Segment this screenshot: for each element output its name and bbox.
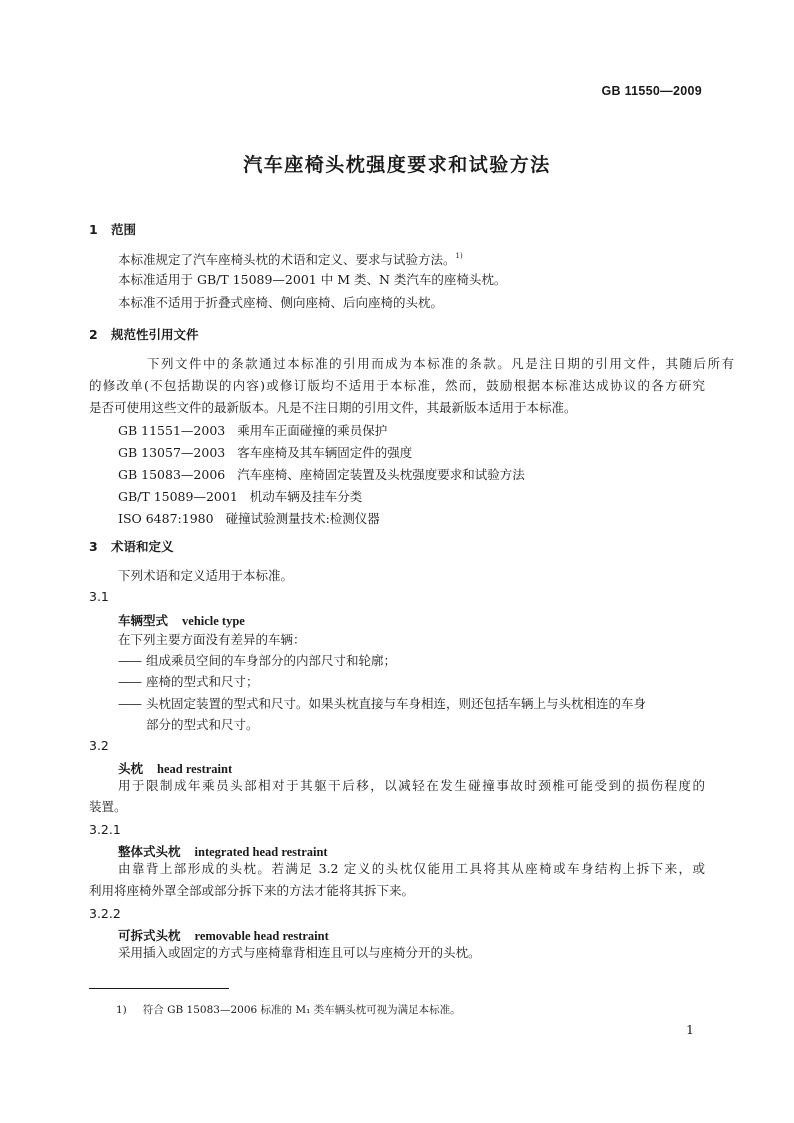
reference-title: 客车座椅及其车辆固定件的强度 [237, 445, 413, 460]
term-definition-line-2: 装置。 [89, 799, 127, 814]
section-title: 术语和定义 [111, 539, 174, 554]
footnote [116, 1002, 461, 1017]
terms-intro: 下列术语和定义适用于本标准。 [118, 568, 294, 583]
normative-para-line-1: 下列文件中的条款通过本标准的引用而成为本标准的条款。凡是注日期的引用文件，其随后所有 [147, 356, 734, 371]
section-1-heading [89, 220, 136, 238]
list-item-text: 座椅的型式和尺寸； [146, 674, 259, 689]
reference-code: GB 15083—2006 [118, 467, 226, 482]
reference-item [118, 509, 380, 529]
dash-marker: —— [118, 653, 141, 668]
section-number: 3 [89, 539, 98, 554]
term-number: 3.2 [89, 738, 109, 753]
dash-list-item [118, 672, 259, 692]
section-title: 范围 [111, 222, 137, 237]
reference-item [118, 443, 412, 463]
term-heading [118, 611, 245, 629]
term-en: removable head restraint [194, 929, 329, 943]
reference-title: 乘用车正面碰撞的乘员保护 [237, 423, 388, 438]
term-number: 3.2.2 [89, 906, 121, 921]
term-heading [118, 759, 232, 777]
term-number: 3.1 [89, 589, 109, 604]
term-definition-line-2: 利用将座椅外罩全部或部分拆下来的方法才能将其拆下来。 [89, 883, 415, 898]
reference-code: GB/T 15089—2001 [118, 489, 238, 504]
term-zh: 头枕 [118, 761, 144, 776]
reference-item [118, 487, 362, 507]
section-3-heading [89, 537, 174, 555]
term-zh: 可拆式头枕 [118, 928, 181, 943]
page-number: 1 [686, 1022, 694, 1037]
term-zh: 整体式头枕 [118, 844, 181, 859]
term-definition-line-1: 用于限制成年乘员头部相对于其躯干后移，以减轻在发生碰撞事故时颈椎可能受到的损伤程度的 [118, 778, 705, 793]
section-number: 2 [89, 327, 98, 342]
dash-list-item [118, 694, 705, 714]
reference-title: 碰撞试验测量技术:检测仪器 [225, 511, 380, 526]
section-title: 规范性引用文件 [111, 327, 199, 342]
reference-item [118, 465, 525, 485]
scope-text: 本标准规定了汽车座椅头枕的术语和定义、要求与试验方法。 [118, 252, 456, 267]
list-item-continuation: 部分的型式和尺寸。 [146, 717, 259, 732]
term-zh: 车辆型式 [118, 613, 169, 628]
list-item-text: 头枕固定装置的型式和尺寸。如果头枕直接与车身相连，则还包括车辆上与头枕相连的车身 [146, 696, 647, 711]
term-en: head restraint [157, 762, 233, 776]
footnote-divider [89, 988, 229, 989]
dash-marker: —— [118, 696, 141, 711]
scope-line-3: 本标准不适用于折叠式座椅、侧向座椅、后向座椅的头枕。 [118, 295, 444, 310]
normative-para-line-2: 的修改单(不包括勘误的内容)或修订版均不适用于本标准，然而，鼓励根据本标准达成协议的各方研究 [89, 378, 705, 393]
footnote-reference: 1) [455, 252, 463, 260]
reference-code: GB 13057—2003 [118, 445, 226, 460]
term-definition: 采用插入或固定的方式与座椅靠背相连且可以与座椅分开的头枕。 [118, 945, 481, 960]
term-definition-line-1: 由靠背上部形成的头枕。若满足 3.2 定义的头枕仅能用工具将其从座椅或车身结构上拆下来，或 [118, 861, 705, 876]
standard-code: GB 11550—2009 [601, 84, 702, 98]
footnote-number: 1) [116, 1004, 127, 1016]
term-definition: 在下列主要方面没有差异的车辆： [118, 632, 306, 647]
normative-para-line-3: 是否可使用这些文件的最新版本。凡是不注日期的引用文件，其最新版本适用于本标准。 [89, 400, 577, 415]
footnote-text: 符合 GB 15083—2006 标准的 M₁ 类车辆头枕可视为满足本标准。 [142, 1004, 461, 1016]
section-number: 1 [89, 222, 98, 237]
reference-code: ISO 6487:1980 [118, 511, 214, 526]
page-title: 汽车座椅头枕强度要求和试验方法 [243, 154, 551, 176]
reference-title: 汽车座椅、座椅固定装置及头枕强度要求和试验方法 [237, 467, 525, 482]
dash-list-item [118, 651, 396, 671]
term-number: 3.2.1 [89, 822, 121, 837]
term-heading [118, 926, 329, 944]
reference-item [118, 421, 387, 441]
term-en: integrated head restraint [194, 845, 328, 859]
term-heading [118, 842, 328, 860]
reference-code: GB 11551—2003 [118, 423, 226, 438]
section-2-heading [89, 325, 199, 343]
term-en: vehicle type [182, 614, 245, 628]
scope-line-1 [118, 246, 463, 270]
dash-marker: —— [118, 674, 141, 689]
scope-line-2: 本标准适用于 GB/T 15089—2001 中 M 类、N 类汽车的座椅头枕。 [118, 272, 507, 287]
reference-title: 机动车辆及挂车分类 [249, 489, 363, 504]
list-item-text: 组成乘员空间的车身部分的内部尺寸和轮廓； [146, 653, 397, 668]
